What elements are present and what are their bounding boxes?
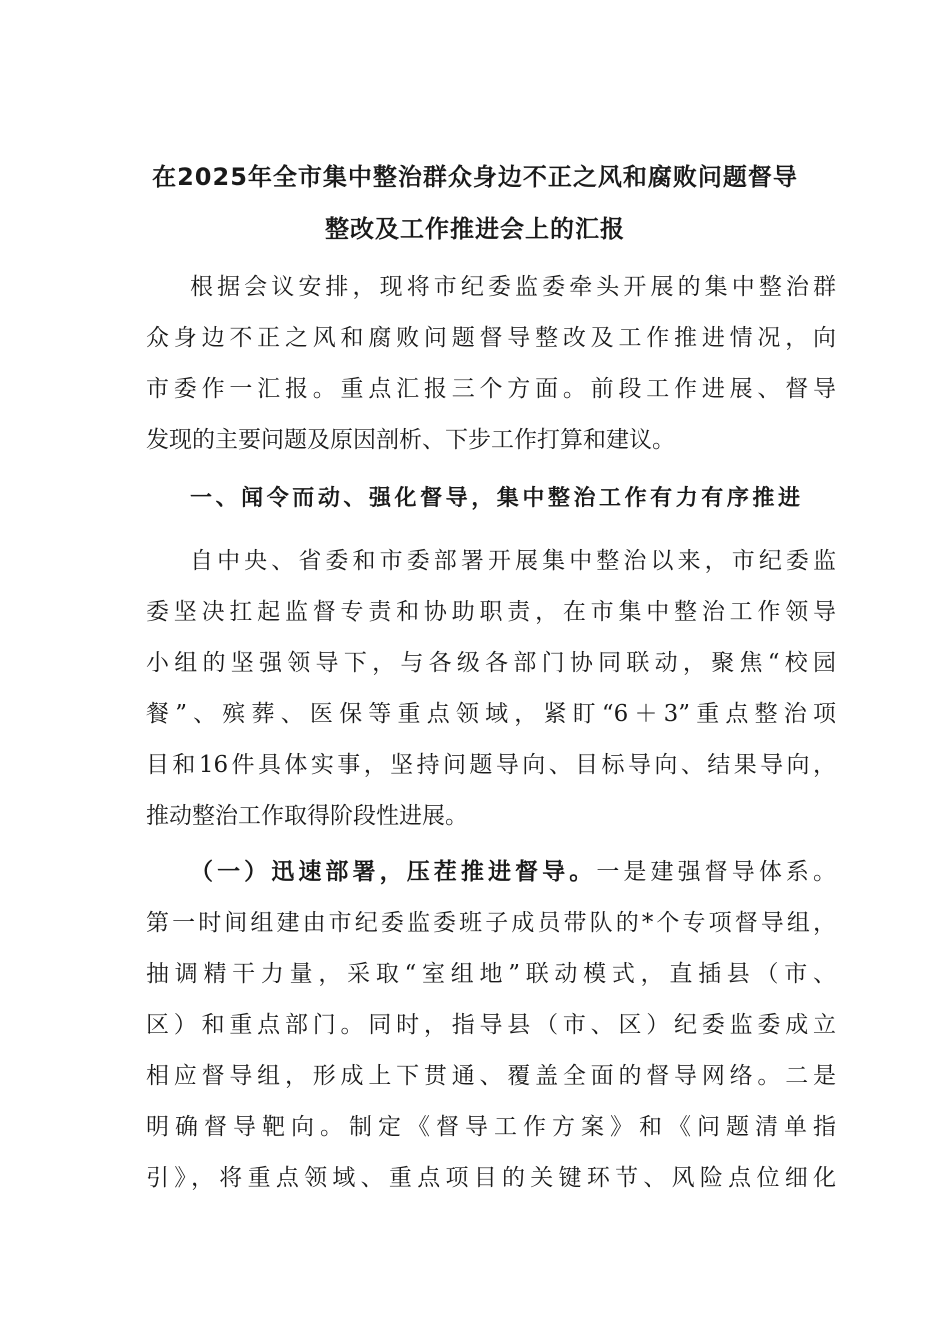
subsection-1-line-7: 引》，将重点领域、重点项目的关键环节、风险点位细化: [146, 1165, 836, 1191]
subsection-1-first-line-text: 一是建强督导体系。: [596, 859, 837, 885]
intro-line-3: 市委作一汇报。重点汇报三个方面。前段工作进展、督导: [146, 376, 836, 402]
intro-line-1: 根据会议安排，现将市纪委监委牵头开展的集中整治群: [190, 274, 836, 300]
section-1-line-3: 小组的坚强领导下，与各级各部门协同联动，聚焦“校园: [146, 650, 836, 676]
document-title-line-2: 整改及工作推进会上的汇报: [325, 215, 625, 243]
intro-line-2: 众身边不正之风和腐败问题督导整改及工作推进情况，向: [146, 325, 836, 351]
subsection-1-line-2: 第一时间组建由市纪委监委班子成员带队的*个专项督导组，: [146, 910, 836, 936]
subsection-1-line-5: 相应督导组，形成上下贯通、覆盖全面的督导网络。二是: [146, 1063, 836, 1089]
intro-line-4: 发现的主要问题及原因剖析、下步工作打算和建议。: [146, 427, 675, 453]
section-1-line-4: 餐”、殡葬、医保等重点领域，紧盯“6＋3”重点整治项: [146, 701, 836, 727]
section-1-line-6: 推动整治工作取得阶段性进展。: [146, 803, 468, 829]
section-1-heading: 一、闻令而动、强化督导，集中整治工作有力有序推进: [190, 486, 800, 511]
subsection-1-line-6: 明确督导靶向。制定《督导工作方案》和《问题清单指: [146, 1114, 836, 1140]
section-1-line-5: 目和16件具体实事，坚持问题导向、目标导向、结果导向，: [146, 752, 836, 778]
subsection-1-line-4: 区）和重点部门。同时，指导县（市、区）纪委监委成立: [146, 1012, 836, 1038]
section-1-line-1: 自中央、省委和市委部署开展集中整治以来，市纪委监: [190, 548, 836, 574]
subsection-1-line-3: 抽调精干力量，采取“室组地”联动模式，直插县（市、: [146, 961, 836, 987]
section-1-line-2: 委坚决扛起监督专责和协助职责，在市集中整治工作领导: [146, 599, 836, 625]
document-title-line-1: 在2025年全市集中整治群众身边不正之风和腐败问题督导: [152, 163, 798, 191]
subsection-1-heading: （一）迅速部署，压茬推进督导。: [190, 859, 597, 885]
subsection-1-first-line: [190, 857, 836, 887]
